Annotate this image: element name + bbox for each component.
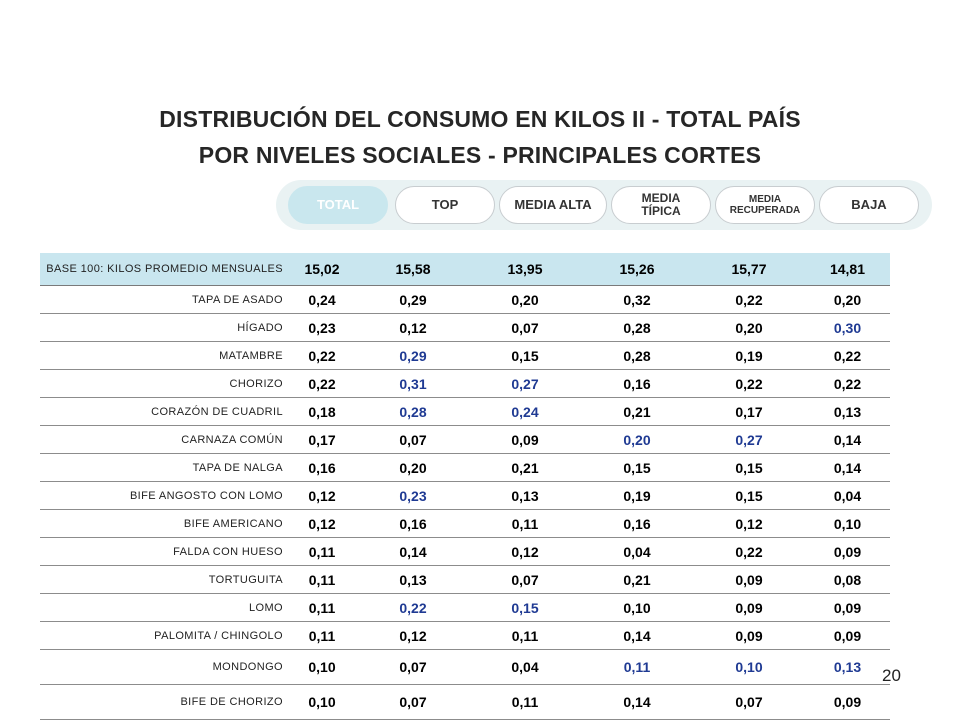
table-row: [40, 454, 890, 482]
cell-value: 0,10: [581, 594, 693, 622]
cell-value: 0,10: [805, 510, 890, 538]
table-row: [40, 566, 890, 594]
cell-value: 0,13: [357, 566, 469, 594]
cell-value: 0,09: [805, 594, 890, 622]
cell-value: 0,10: [693, 650, 805, 685]
row-label: CORAZÓN DE CUADRIL: [40, 398, 287, 426]
cell-value: 0,16: [581, 370, 693, 398]
base-row: [40, 253, 890, 286]
tab-top[interactable]: TOP: [395, 186, 495, 224]
base-value: 15,77: [693, 253, 805, 286]
cell-value: 0,04: [581, 538, 693, 566]
cell-value: 0,09: [805, 538, 890, 566]
tab-media-recuperada[interactable]: MEDIA RECUPERADA: [715, 186, 815, 224]
cell-value: 0,27: [469, 370, 581, 398]
cell-value: 0,15: [581, 454, 693, 482]
cell-value: 0,16: [357, 510, 469, 538]
cell-value: 0,19: [693, 342, 805, 370]
cell-value: 0,22: [693, 286, 805, 314]
cell-value: 0,07: [693, 685, 805, 720]
cell-value: 0,29: [357, 286, 469, 314]
cell-value: 0,31: [357, 370, 469, 398]
cell-value: 0,21: [581, 566, 693, 594]
cell-value: 0,12: [693, 510, 805, 538]
cell-value: 0,11: [287, 622, 357, 650]
cell-value: 0,18: [287, 398, 357, 426]
row-label: PALOMITA / CHINGOLO: [40, 622, 287, 650]
cell-value: 0,20: [469, 286, 581, 314]
cell-value: 0,23: [357, 482, 469, 510]
cell-value: 0,23: [287, 314, 357, 342]
tab-media-tipica[interactable]: MEDIA TÍPICA: [611, 186, 711, 224]
base-label: BASE 100: KILOS PROMEDIO MENSUALES: [40, 253, 287, 286]
cell-value: 0,09: [693, 566, 805, 594]
row-label: HÍGADO: [40, 314, 287, 342]
table-row: [40, 538, 890, 566]
cell-value: 0,14: [805, 454, 890, 482]
base-value: 15,02: [287, 253, 357, 286]
row-label: BIFE DE CHORIZO: [40, 685, 287, 720]
cell-value: 0,12: [287, 482, 357, 510]
cell-value: 0,11: [287, 566, 357, 594]
cell-value: 0,10: [287, 685, 357, 720]
cell-value: 0,12: [287, 510, 357, 538]
table-row: [40, 426, 890, 454]
table-row: [40, 650, 890, 685]
cell-value: 0,22: [287, 370, 357, 398]
cell-value: 0,22: [805, 342, 890, 370]
cell-value: 0,09: [693, 622, 805, 650]
row-label: BIFE ANGOSTO CON LOMO: [40, 482, 287, 510]
cell-value: 0,28: [581, 314, 693, 342]
row-label: TAPA DE NALGA: [40, 454, 287, 482]
table-row: [40, 510, 890, 538]
cell-value: 0,22: [805, 370, 890, 398]
cell-value: 0,14: [581, 685, 693, 720]
cell-value: 0,20: [693, 314, 805, 342]
row-label: FALDA CON HUESO: [40, 538, 287, 566]
table-row: [40, 685, 890, 720]
cell-value: 0,24: [287, 286, 357, 314]
tab-baja[interactable]: BAJA: [819, 186, 919, 224]
page-subtitle: POR NIVELES SOCIALES - PRINCIPALES CORTES: [198, 142, 762, 168]
cell-value: 0,13: [469, 482, 581, 510]
cell-value: 0,14: [357, 538, 469, 566]
cell-value: 0,09: [805, 622, 890, 650]
tab-total[interactable]: TOTAL: [288, 186, 388, 224]
base-value: 15,26: [581, 253, 693, 286]
table-row: [40, 482, 890, 510]
cell-value: 0,27: [693, 426, 805, 454]
cell-value: 0,10: [287, 650, 357, 685]
base-value: 14,81: [805, 253, 890, 286]
cell-value: 0,13: [805, 398, 890, 426]
cell-value: 0,20: [357, 454, 469, 482]
cell-value: 0,20: [805, 286, 890, 314]
cell-value: 0,22: [287, 342, 357, 370]
cell-value: 0,17: [287, 426, 357, 454]
cell-value: 0,22: [357, 594, 469, 622]
tab-media-alta[interactable]: MEDIA ALTA: [499, 186, 607, 224]
cell-value: 0,30: [805, 314, 890, 342]
cell-value: 0,28: [357, 398, 469, 426]
table-row: [40, 370, 890, 398]
consumption-table: [40, 253, 890, 720]
cell-value: 0,32: [581, 286, 693, 314]
cell-value: 0,12: [357, 314, 469, 342]
cell-value: 0,29: [357, 342, 469, 370]
cell-value: 0,17: [693, 398, 805, 426]
row-label: CARNAZA COMÚN: [40, 426, 287, 454]
table-row: [40, 314, 890, 342]
cell-value: 0,09: [693, 594, 805, 622]
cell-value: 0,15: [469, 594, 581, 622]
row-label: BIFE AMERICANO: [40, 510, 287, 538]
row-label: LOMO: [40, 594, 287, 622]
table-row: [40, 286, 890, 314]
cell-value: 0,20: [581, 426, 693, 454]
cell-value: 0,09: [469, 426, 581, 454]
cell-value: 0,08: [805, 566, 890, 594]
table-row: [40, 594, 890, 622]
row-label: TORTUGUITA: [40, 566, 287, 594]
cell-value: 0,13: [805, 650, 890, 685]
cell-value: 0,12: [357, 622, 469, 650]
cell-value: 0,16: [581, 510, 693, 538]
page-title: DISTRIBUCIÓN DEL CONSUMO EN KILOS II - TOTAL PAÍS: [159, 106, 801, 132]
cell-value: 0,16: [287, 454, 357, 482]
row-label: MATAMBRE: [40, 342, 287, 370]
cell-value: 0,22: [693, 370, 805, 398]
cell-value: 0,09: [805, 685, 890, 720]
cell-value: 0,22: [693, 538, 805, 566]
cell-value: 0,07: [357, 685, 469, 720]
cell-value: 0,11: [287, 538, 357, 566]
cell-value: 0,04: [469, 650, 581, 685]
cell-value: 0,28: [581, 342, 693, 370]
base-value: 13,95: [469, 253, 581, 286]
cell-value: 0,11: [581, 650, 693, 685]
table-row: [40, 622, 890, 650]
cell-value: 0,11: [469, 510, 581, 538]
cell-value: 0,11: [469, 685, 581, 720]
cell-value: 0,15: [693, 482, 805, 510]
cell-value: 0,04: [805, 482, 890, 510]
page-number: 20: [882, 666, 901, 685]
cell-value: 0,11: [469, 622, 581, 650]
row-label: MONDONGO: [40, 650, 287, 685]
cell-value: 0,11: [287, 594, 357, 622]
cell-value: 0,15: [469, 342, 581, 370]
cell-value: 0,12: [469, 538, 581, 566]
cell-value: 0,07: [469, 314, 581, 342]
cell-value: 0,21: [469, 454, 581, 482]
row-label: TAPA DE ASADO: [40, 286, 287, 314]
cell-value: 0,14: [581, 622, 693, 650]
base-value: 15,58: [357, 253, 469, 286]
cell-value: 0,21: [581, 398, 693, 426]
cell-value: 0,07: [469, 566, 581, 594]
cell-value: 0,24: [469, 398, 581, 426]
table-row: [40, 398, 890, 426]
cell-value: 0,19: [581, 482, 693, 510]
cell-value: 0,07: [357, 426, 469, 454]
table-row: [40, 342, 890, 370]
row-label: CHORIZO: [40, 370, 287, 398]
cell-value: 0,15: [693, 454, 805, 482]
cell-value: 0,14: [805, 426, 890, 454]
cell-value: 0,07: [357, 650, 469, 685]
